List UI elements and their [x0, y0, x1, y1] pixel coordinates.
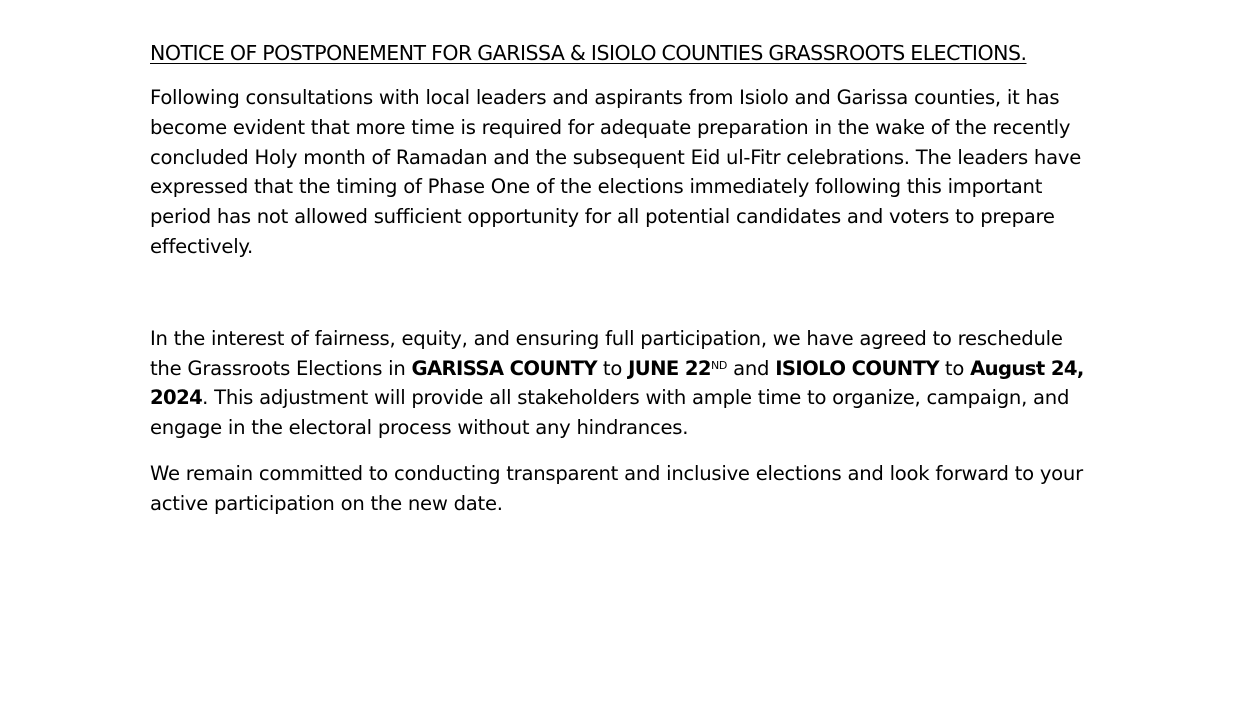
reschedule-intro-text: In the interest of fairness, equity, and ensuring full participation, we have agreed to reschedule the Grassroots Elections in	[150, 326, 1063, 380]
paragraph-consultations: Following consultations with local leaders and aspirants from Isiolo and Garissa counties, it has become evident that more time is required for adequate preparation in the wake of the recently concluded Holy month of Ramadan and the subsequent Eid ul-Fitr celebrations. The leaders have expressed that the timing of Phase One of the elections immediately following this important period has not allowed sufficient opportunity for all potential candidates and voters to prepare effectively.	[150, 86, 1081, 258]
garissa-county-label: GARISSA COUNTY	[411, 356, 597, 380]
connector-to-1: to	[596, 356, 629, 380]
garissa-election-date: JUNE 22	[628, 356, 711, 380]
paragraph-reschedule	[150, 324, 1095, 443]
notice-document	[150, 38, 1095, 519]
notice-title: NOTICE OF POSTPONEMENT FOR GARISSA & ISIOLO COUNTIES GRASSROOTS ELECTIONS.	[150, 41, 1027, 65]
paragraph-commitment: We remain committed to conducting transparent and inclusive elections and look forward to your active participation on the new date.	[150, 461, 1083, 515]
connector-and: and	[727, 356, 776, 380]
reschedule-outro-text: . This adjustment will provide all stakeholders with ample time to organize, campaign, and engage in the electoral process without any hindrances.	[150, 386, 1070, 440]
isiolo-county-label: ISIOLO COUNTY	[775, 356, 939, 380]
date-ordinal-suffix: ND	[710, 358, 728, 372]
connector-to-2: to	[938, 356, 971, 380]
isiolo-election-date: August 24, 2024	[150, 356, 1084, 410]
